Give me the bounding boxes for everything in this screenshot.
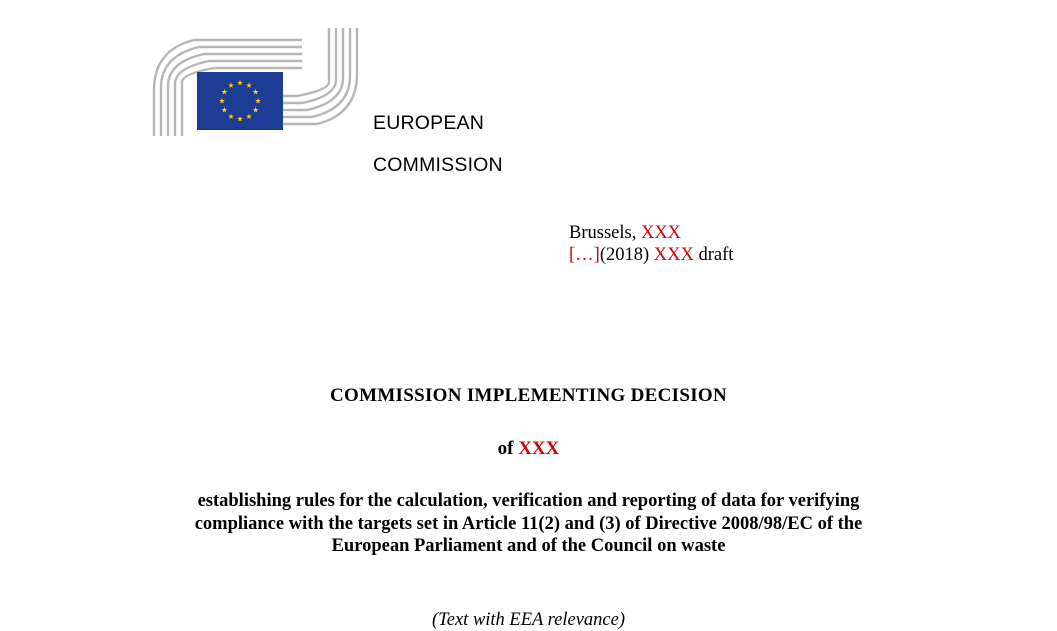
title-block	[0, 384, 1057, 558]
document-date-line	[0, 438, 1057, 460]
wordmark-line-1: EUROPEAN	[373, 112, 485, 134]
reference-year: (2018)	[599, 245, 654, 265]
place-and-reference-block	[569, 222, 733, 266]
place-line	[569, 222, 733, 244]
document-type-title: COMMISSION IMPLEMENTING DECISION	[329, 385, 728, 406]
document-subject: establishing rules for the calculation, verification and reporting of data for verifying compliance with the targets set in Article 11(2) and (3) of Directive 2008/98/EC of the European Parliament and of the Council on waste	[194, 491, 863, 556]
reference-draft-label: draft	[693, 245, 734, 265]
european-commission-logo	[152, 28, 359, 136]
commission-wordmark	[373, 92, 503, 197]
reference-number-placeholder: XXX	[653, 245, 694, 265]
of-label: of	[497, 438, 519, 459]
wordmark-line-2: COMMISSION	[373, 154, 503, 176]
of-date-placeholder: XXX	[518, 438, 560, 459]
place-label: Brussels,	[569, 223, 641, 243]
eea-relevance-note: (Text with EEA relevance)	[432, 610, 625, 630]
document-header	[152, 28, 503, 197]
eu-flag-icon	[197, 72, 283, 130]
reference-bracket-placeholder: […]	[569, 245, 600, 265]
date-placeholder: XXX	[640, 223, 682, 243]
reference-line	[569, 244, 733, 266]
